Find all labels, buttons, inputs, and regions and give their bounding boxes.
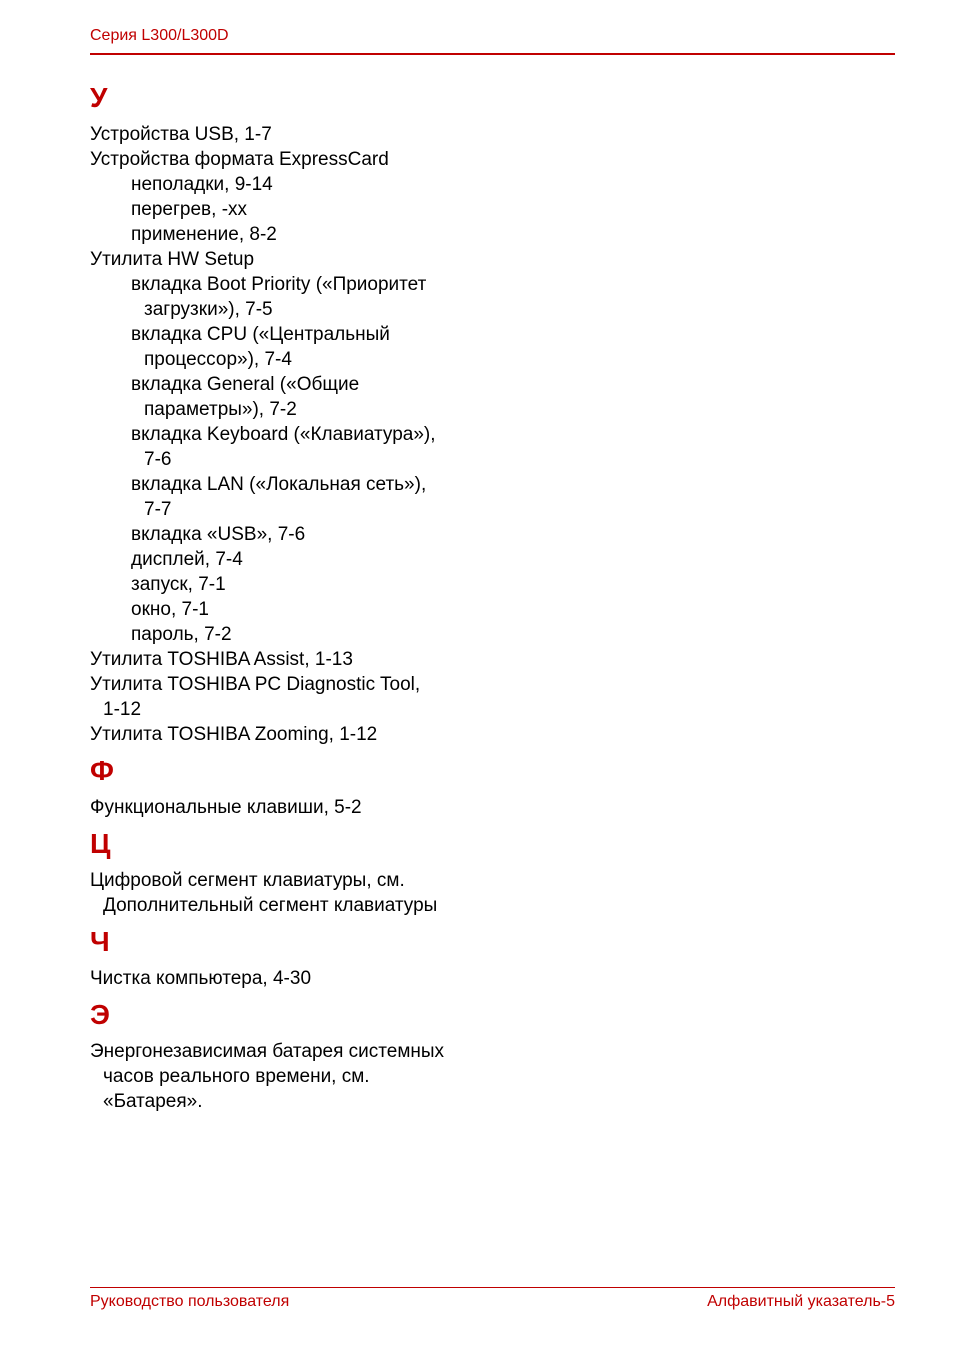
- index-entry: Устройства формата ExpressCard: [90, 149, 389, 170]
- footer-page-label: Алфавитный указатель-5: [707, 1293, 895, 1310]
- index-entry: вкладка Boot Priority («Приоритет: [131, 274, 427, 295]
- index-entry: неполадки, 9-14: [131, 174, 273, 195]
- index-entry: Утилита HW Setup: [90, 249, 255, 270]
- index-entry: «Батарея».: [103, 1091, 203, 1112]
- index-content: [90, 78, 510, 1118]
- index-section: [90, 78, 510, 751]
- index-entry: параметры»), 7-2: [144, 399, 297, 420]
- index-letter-heading: Э: [90, 999, 110, 1030]
- index-entry: 1-12: [103, 699, 142, 720]
- index-entry: Дополнительный сегмент клавиатуры: [103, 895, 438, 916]
- index-entry: пароль, 7-2: [131, 624, 232, 645]
- section-spacer: [90, 1114, 510, 1118]
- index-entry: Чистка компьютера, 4-30: [90, 968, 312, 989]
- index-letter-heading: Ф: [90, 755, 114, 786]
- index-entry: вкладка «USB», 7-6: [131, 524, 306, 545]
- index-entry: загрузки»), 7-5: [144, 299, 273, 320]
- index-entry: дисплей, 7-4: [131, 549, 243, 570]
- index-entry: применение, 8-2: [131, 224, 277, 245]
- index-entry: процессор»), 7-4: [144, 349, 292, 370]
- index-section: [90, 922, 510, 995]
- index-entry: запуск, 7-1: [131, 574, 226, 595]
- index-entry: Утилита TOSHIBA PC Diagnostic Tool,: [90, 674, 421, 695]
- index-section: [90, 751, 510, 824]
- page-header-title: Серия L300/L300D: [90, 27, 229, 44]
- footer-manual-title: Руководство пользователя: [90, 1293, 290, 1310]
- index-section: [90, 995, 510, 1118]
- index-section: [90, 824, 510, 922]
- index-entry: Энергонезависимая батарея системных: [90, 1041, 445, 1062]
- index-entry: 7-7: [144, 499, 172, 520]
- footer-divider: [90, 1287, 895, 1288]
- index-letter-heading: У: [90, 82, 108, 113]
- index-entry: 7-6: [144, 449, 172, 470]
- index-entry: окно, 7-1: [131, 599, 209, 620]
- header-divider: [90, 53, 895, 55]
- index-letter-heading: Ц: [90, 828, 111, 859]
- index-entry: Устройства USB, 1-7: [90, 124, 272, 145]
- index-entry: вкладка Keyboard («Клавиатура»),: [131, 424, 436, 445]
- index-entry: Цифровой сегмент клавиатуры, см.: [90, 870, 405, 891]
- index-entry: Утилита TOSHIBA Assist, 1-13: [90, 649, 353, 670]
- index-entry: Утилита TOSHIBA Zooming, 1-12: [90, 724, 378, 745]
- index-entry: вкладка General («Общие: [131, 374, 360, 395]
- index-entry: перегрев, -xx: [131, 199, 248, 220]
- index-entry: вкладка LAN («Локальная сеть»),: [131, 474, 427, 495]
- index-letter-heading: Ч: [90, 926, 110, 957]
- index-entry: часов реального времени, см.: [103, 1066, 370, 1087]
- index-entry: вкладка CPU («Центральный: [131, 324, 390, 345]
- index-entry: Функциональные клавиши, 5-2: [90, 797, 362, 818]
